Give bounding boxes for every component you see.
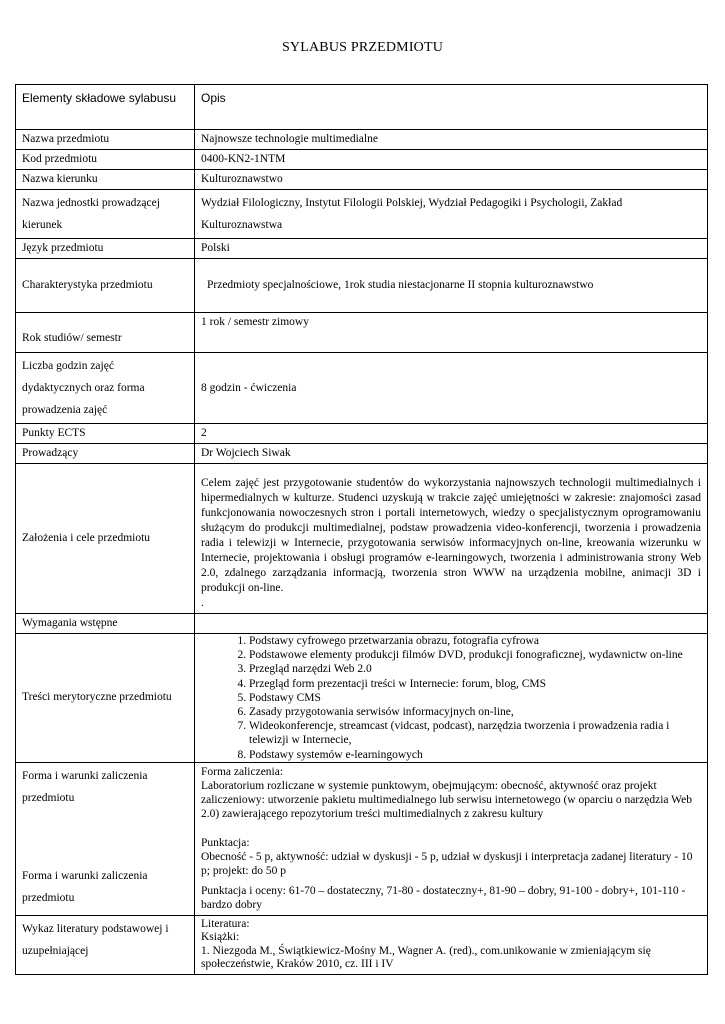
grades-text: Punktacja i oceny: 61-70 – dostateczny, 71-80 - dostateczny+, 81-90 – dobry, 91-100 - dobry+, 101-110 - bardzo dobry <box>201 885 686 912</box>
header-elements: Elementy składowe sylabusu <box>16 85 195 130</box>
list-item: 5. Podstawy CMS <box>249 691 701 705</box>
row-course-name <box>16 130 708 150</box>
value-assessment-cell <box>195 762 708 915</box>
row-hours <box>16 353 708 424</box>
row-ects <box>16 424 708 444</box>
literature-heading: Literatura: <box>201 917 250 930</box>
points-text: Obecność - 5 p, aktywność: udział w dyskusji - 5 p, udział w dyskusji i interpretacja zadanej literatury - 10 p; projekt: do 50 p <box>201 850 693 878</box>
label-literature: Wykaz literatury podstawowej i uzupełniającej <box>16 915 195 974</box>
row-unit <box>16 190 708 239</box>
value-field: Kulturoznawstwo <box>195 170 708 190</box>
label-assessment-cell <box>16 762 195 915</box>
list-item: 1. Podstawy cyfrowego przetwarzania obrazu, fotografia cyfrowa <box>249 634 701 648</box>
content-list <box>201 634 701 762</box>
row-objectives <box>16 464 708 614</box>
value-prerequisites <box>195 614 708 634</box>
row-assessment <box>16 762 708 915</box>
row-year-semester <box>16 313 708 353</box>
assessment-heading: Forma zaliczenia: <box>201 765 284 778</box>
row-literature <box>16 915 708 974</box>
assessment-text: Laboratorium rozliczane w systemie punktowym, obejmującym: obecność, aktywność oraz projekt zaliczeniowy: utworzenie pakietu multimedialnego lub serwisu internetowego (w oparciu o narzędzia Web 2.0) zawierającego repozytorium treści multimedialnych z zakresu kultury <box>201 780 692 821</box>
list-item: 3. Przegląd narzędzi Web 2.0 <box>249 662 701 676</box>
label-prerequisites: Wymagania wstępne <box>16 614 195 634</box>
label-unit: Nazwa jednostki prowadzącej kierunek <box>16 190 195 239</box>
row-content <box>16 634 708 763</box>
list-item: 4. Przegląd form prezentacji treści w Internecie: forum, blog, CMS <box>249 677 701 691</box>
syllabus-table <box>15 84 708 975</box>
literature-item-1: 1. Niezgoda M., Świątkiewicz-Mośny M., Wagner A. (red)., com.unikowanie w zmieniającym się społeczeństwie, Kraków 2010, cz. III i IV <box>201 944 651 971</box>
header-row <box>16 85 708 130</box>
value-characteristics: Przedmioty specjalnościowe, 1rok studia niestacjonarne II stopnia kulturoznawstwo <box>195 259 708 313</box>
value-lecturer: Dr Wojciech Siwak <box>195 444 708 464</box>
literature-sub: Książki: <box>201 931 240 944</box>
value-unit: Wydział Filologiczny, Instytut Filologii Polskiej, Wydział Pedagogiki i Psychologii, Zakład Kulturoznawstwa <box>195 190 708 239</box>
value-language: Polski <box>195 239 708 259</box>
row-field <box>16 170 708 190</box>
row-lecturer <box>16 444 708 464</box>
label-lecturer: Prowadzący <box>16 444 195 464</box>
value-objectives-trailing: . <box>201 597 204 609</box>
value-hours: 8 godzin - ćwiczenia <box>195 353 708 424</box>
value-content-cell <box>195 634 708 763</box>
value-course-code: 0400-KN2-1NTM <box>195 150 708 170</box>
label-course-name: Nazwa przedmiotu <box>16 130 195 150</box>
label-language: Język przedmiotu <box>16 239 195 259</box>
list-item: 7. Wideokonferencje, streamcast (vidcast, podcast), narzędzia tworzenia i prowadzenia radia i telewizji w Internecie, <box>249 719 701 747</box>
value-literature-cell <box>195 915 708 974</box>
label-year-semester: Rok studiów/ semestr <box>16 313 195 353</box>
label-course-code: Kod przedmiotu <box>16 150 195 170</box>
label-content: Treści merytoryczne przedmiotu <box>16 634 195 763</box>
row-course-code <box>16 150 708 170</box>
list-item: 2. Podstawowe elementy produkcji filmów DVD, produkcji fonograficznej, wydawnictw on-line <box>249 648 701 662</box>
label-assessment: Forma i warunki zaliczenia przedmiotu <box>22 769 148 804</box>
label-objectives: Założenia i cele przedmiotu <box>16 464 195 614</box>
label-assessment-2: Forma i warunki zaliczenia przedmiotu <box>22 869 148 904</box>
value-objectives: Celem zajęć jest przygotowanie studentów do wykorzystania najnowszych technologii multimedialnych i hipermedialnych w kulturze. Studenci uzyskują w trakcie zajęć umiejętności w zakresie: znajomości zasad funkcjonowania nowoczesnych stron i portali internetowych, wiedzy o specjalistycznym oprogramowaniu służącym do produkcji multimedialnej, podstaw prowadzenia video-konferencji, tworzenia i prowadzenia radia i telewizji w Internecie, przygotowania serwisów informacyjnych on-line, kreowania wizerunku w Internecie, projektowania i obsługi programów e-learningowych, tworzenia i administrowania strony Web 2.0, zdalnego zarządzania informacją, tworzenia stron WWW na urządzenia mobilne, animacji 3D i produkcji on-line. <box>201 477 701 594</box>
label-characteristics: Charakterystyka przedmiotu <box>16 259 195 313</box>
list-item: 6. Zasady przygotowania serwisów informacyjnych on-line, <box>249 705 701 719</box>
value-year-semester: 1 rok / semestr zimowy <box>195 313 708 353</box>
document-title: SYLABUS PRZEDMIOTU <box>281 40 444 55</box>
list-item: 8. Podstawy systemów e-learningowych <box>249 748 701 762</box>
value-ects: 2 <box>195 424 708 444</box>
row-language <box>16 239 708 259</box>
value-objectives-cell <box>195 464 708 614</box>
points-heading: Punktacja: <box>201 836 250 849</box>
value-course-name: Najnowsze technologie multimedialne <box>195 130 708 150</box>
label-hours: Liczba godzin zajęć dydaktycznych oraz forma prowadzenia zajęć <box>16 353 195 424</box>
row-prerequisites <box>16 614 708 634</box>
label-field: Nazwa kierunku <box>16 170 195 190</box>
row-characteristics <box>16 259 708 313</box>
header-description: Opis <box>195 85 708 130</box>
label-ects: Punkty ECTS <box>16 424 195 444</box>
